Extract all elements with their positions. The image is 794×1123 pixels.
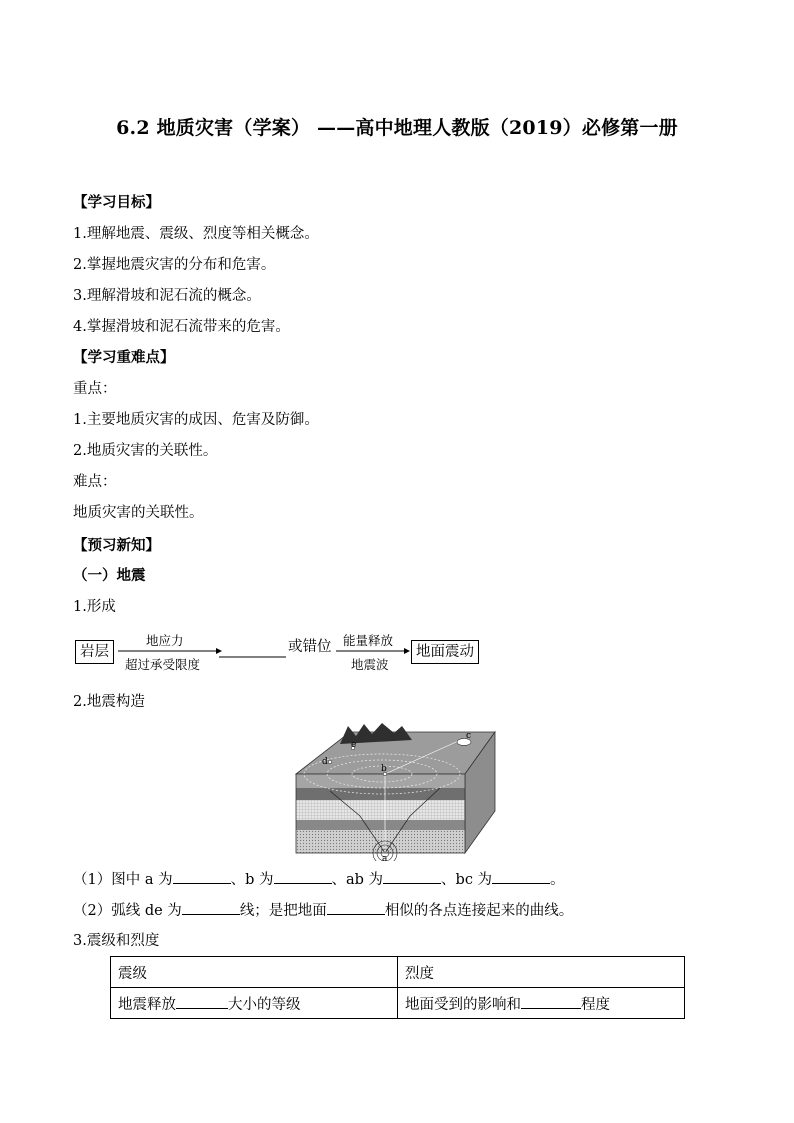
keypoints-heading: 【学习重难点】 — [73, 349, 175, 366]
table-cell: 地面受到的影响和 程度 — [398, 988, 685, 1019]
flow-arrow2 — [336, 643, 412, 659]
table-cell: 地震释放 大小的等级 — [111, 988, 398, 1019]
formation-label: 1.形成 — [73, 599, 116, 615]
earthquake-structure-diagram — [290, 716, 500, 861]
flow-arrow1-top: 地应力 — [146, 633, 184, 648]
table-row — [111, 988, 685, 1019]
structure-label: 2.地震构造 — [73, 694, 145, 710]
goal-item: 4.掌握滑坡和泥石流带来的危害。 — [73, 319, 290, 335]
answer-blank[interactable] — [176, 994, 228, 1009]
difficult-text: 地质灾害的关联性。 — [73, 505, 204, 521]
difficult-label: 难点： — [73, 474, 117, 490]
section-earthquake: （一）地震 — [73, 567, 146, 584]
answer-blank[interactable] — [182, 900, 240, 915]
answer-blank[interactable] — [383, 869, 441, 884]
flow-box-ground-shaking: 地面震动 — [411, 640, 479, 664]
diagram-label-c: c — [466, 731, 472, 741]
flow-mid-text: 或错位 — [288, 639, 332, 655]
magnitude-intensity-table — [110, 956, 685, 1019]
answer-blank[interactable] — [521, 994, 581, 1009]
key-item: 2.地质灾害的关联性。 — [73, 443, 218, 459]
key-label: 重点： — [73, 381, 117, 397]
table-header-magnitude: 震级 — [111, 957, 398, 988]
diagram-label-b: b — [381, 764, 387, 774]
preview-heading: 【预习新知】 — [73, 537, 160, 554]
key-item: 1.主要地质灾害的成因、危害及防御。 — [73, 412, 319, 428]
goal-item: 1.理解地震、震级、烈度等相关概念。 — [73, 226, 319, 242]
flow-box-rock: 岩层 — [75, 640, 114, 664]
flow-arrow2-bottom: 地震波 — [351, 657, 389, 672]
question-1: （1）图中 a 为 、b 为 、ab 为 、bc 为 。 — [73, 869, 565, 890]
answer-blank[interactable] — [274, 869, 332, 884]
goals-heading: 【学习目标】 — [73, 194, 160, 211]
answer-blank[interactable] — [173, 869, 231, 884]
document-title: 6.2 地质灾害（学案） ——高中地理人教版（2019）必修第一册 — [116, 117, 678, 139]
diagram-label-e: e — [351, 740, 357, 750]
table-row — [111, 957, 685, 988]
magnitude-label: 3.震级和烈度 — [73, 933, 160, 949]
answer-blank[interactable] — [492, 869, 550, 884]
table-header-intensity: 烈度 — [398, 957, 685, 988]
goal-item: 3.理解滑坡和泥石流的概念。 — [73, 288, 261, 304]
flow-arrow1-bottom: 超过承受限度 — [125, 657, 201, 672]
diagram-label-a: a — [382, 854, 388, 861]
flow-arrow2-top: 能量释放 — [343, 633, 394, 648]
diagram-label-d: d — [322, 757, 328, 767]
flow-arrows — [118, 643, 288, 659]
answer-blank[interactable] — [327, 900, 385, 915]
goal-item: 2.掌握地震灾害的分布和危害。 — [73, 257, 276, 273]
question-2: （2）弧线 de 为 线；是把地面 相似的各点连接起来的曲线。 — [73, 900, 573, 921]
